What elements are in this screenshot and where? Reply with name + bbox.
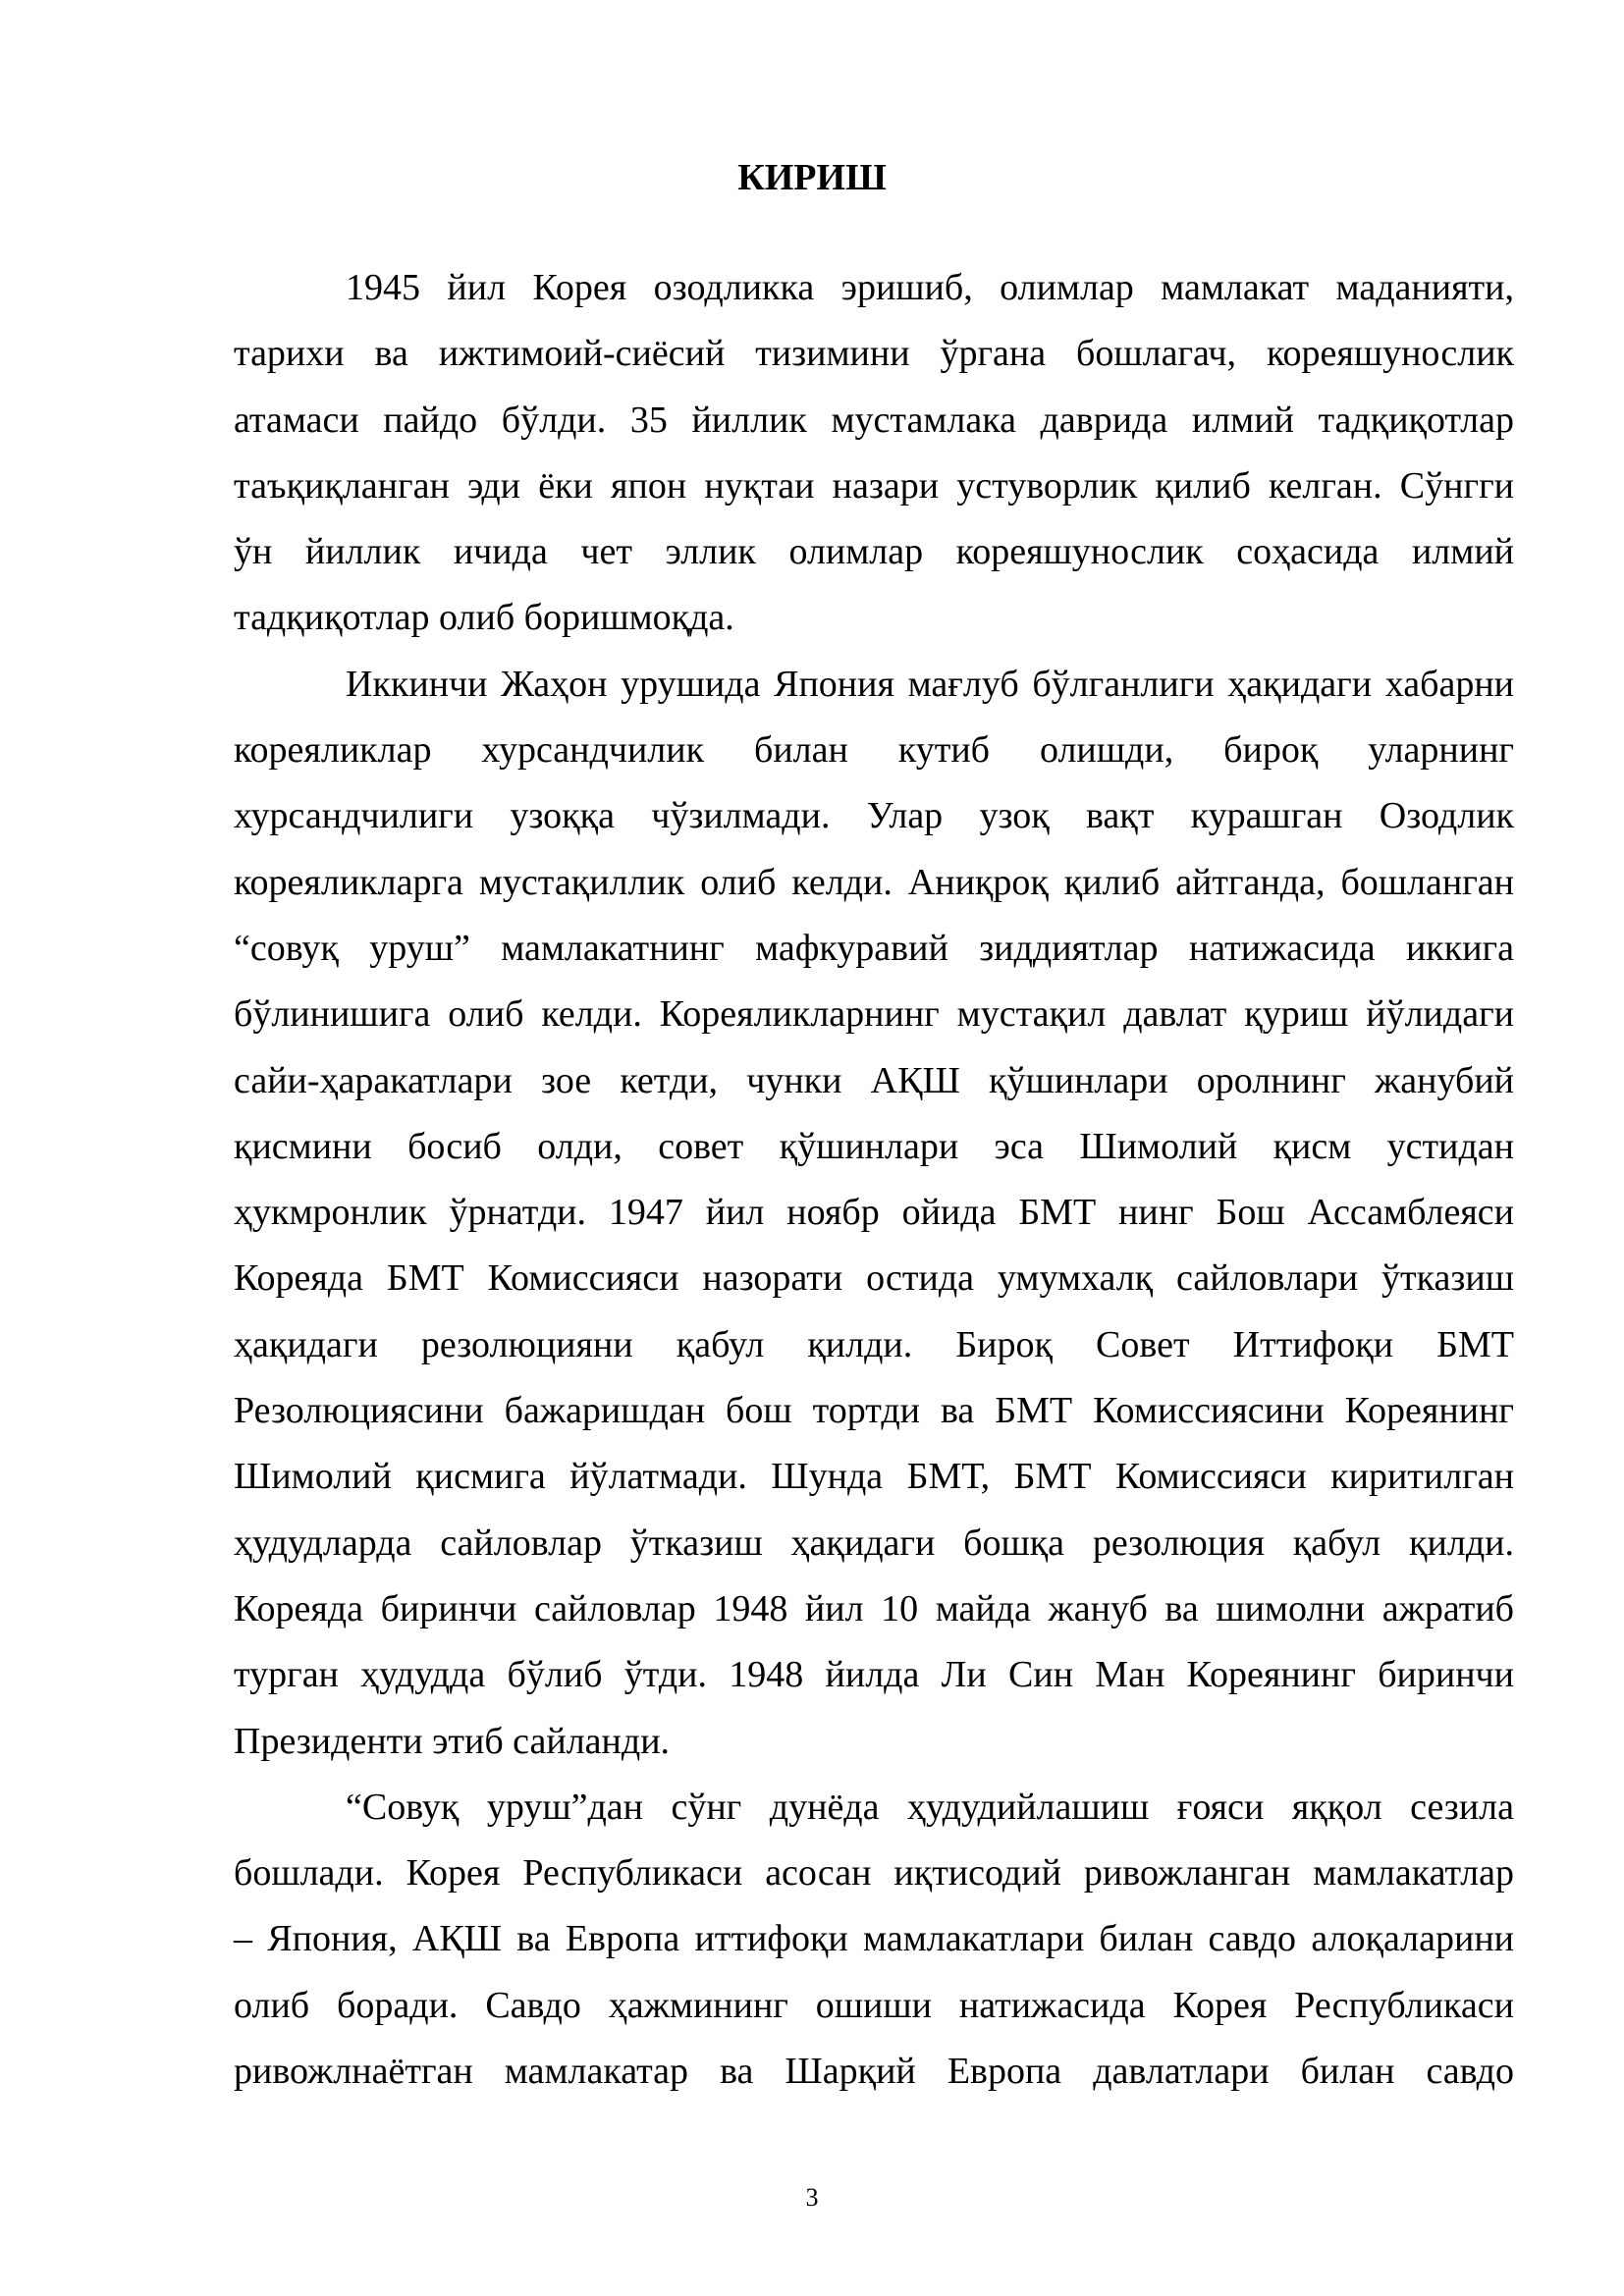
text-line: Иккинчи Жаҳон урушида Япония мағлуб бўлганлиги ҳақидаги хабарни	[346, 663, 1514, 705]
text-line: ҳақидаги резолюцияни қабул қилди. Бироқ Совет Иттифоқи БМТ	[234, 1323, 1514, 1365]
text-line: ривожлнаётган мамлакатар ва Шарқий Европа давлатлари билан савдо	[234, 2051, 1514, 2093]
text-line: турган ҳудудда бўлиб ўтди. 1948 йилда Ли Син Ман Корeянинг биринчи	[234, 1654, 1514, 1696]
text-line: Президенти этиб сайланди.	[234, 1720, 671, 1762]
text-line: Шимолий қисмига йўлатмади. Шунда БМТ, БМТ Комиссияси киритилган	[234, 1456, 1514, 1498]
text-line: бўлинишига олиб келди. Корeяликларнинг мустақил давлат қуриш йўлидаги	[234, 993, 1514, 1036]
text-line: ҳудудларда сайловлар ўтказиш ҳақидаги бошқа резолюция қабул қилди.	[234, 1522, 1514, 1564]
text-line: таъқиқланган эди ёки япон нуқтаи назари устуворлик қилиб келган. Сўнгги	[234, 464, 1514, 507]
text-line: бошлади. Корея Республикаси асосан иқтисодий ривожланган мамлакатлар	[234, 1852, 1514, 1895]
text-line: 1945 йил Корея озодликка эришиб, олимлар мамлакат маданияти,	[346, 267, 1514, 308]
text-line: тадқиқотлар олиб боришмоқда.	[234, 597, 734, 639]
text-line: сайи-ҳаракатлари зое кетди, чунки АҚШ қўшинлари оролнинг жанубий	[234, 1059, 1514, 1101]
text-line: қисмини босиб олди, совет қўшинлари эса Шимолий қисм устидан	[234, 1125, 1514, 1167]
text-line: хурсандчилиги узоққа чўзилмади. Улар узоқ вақт курашган Озодлик	[234, 795, 1514, 837]
text-line: ўн йиллик ичида чет эллик олимлар корeяшунослик соҳасида илмий	[234, 531, 1514, 573]
text-line: – Япония, АҚШ ва Европа иттифоқи мамлакатлари билан савдо алоқаларини	[234, 1918, 1514, 1960]
page-title: КИРИШ	[737, 157, 887, 198]
text-line: ҳукмронлик ўрнатди. 1947 йил ноябр ойида БМТ нинг Бош Ассамблеяси	[234, 1192, 1514, 1234]
text-line: Резолюциясини бажаришдан бош тортди ва БМТ Комиссиясини Корeянинг	[234, 1390, 1514, 1432]
paragraph-2	[234, 652, 1514, 1775]
text-line: тарихи ва ижтимоий-сиёсий тизимини ўргана бошлагач, корeяшунослик	[234, 333, 1514, 375]
text-line: “совуқ уруш” мамлакатнинг мафкуравий зиддиятлар натижасида иккига	[234, 927, 1514, 969]
text-line: Корeяда БМТ Комиссияси назорати остида умумхалқ сайловлари ўтказиш	[234, 1257, 1514, 1300]
document-body	[234, 255, 1514, 2105]
text-line: атамаси пайдо бўлди. 35 йиллик мустамлака даврида илмий тадқиқотлар	[234, 399, 1514, 441]
text-line: корeяликлар хурсандчилик билан кутиб олишди, бироқ уларнинг	[234, 729, 1514, 772]
text-line: Корeяда биринчи сайловлар 1948 йил 10 майда жануб ва шимолни ажратиб	[234, 1587, 1514, 1629]
page-number: 3	[805, 2183, 819, 2212]
text-line: “Совуқ уруш”дан сўнг дунёда ҳудудийлашиш ғояси яққол сезила	[346, 1786, 1514, 1828]
text-line: олиб боради. Савдо ҳажмининг ошиши натижасида Корея Республикаси	[234, 1984, 1514, 2026]
paragraph-3	[234, 1775, 1514, 2105]
paragraph-1	[234, 255, 1514, 652]
text-line: корeяликларга мустақиллик олиб келди. Аниқроқ қилиб айтганда, бошланган	[234, 861, 1514, 903]
